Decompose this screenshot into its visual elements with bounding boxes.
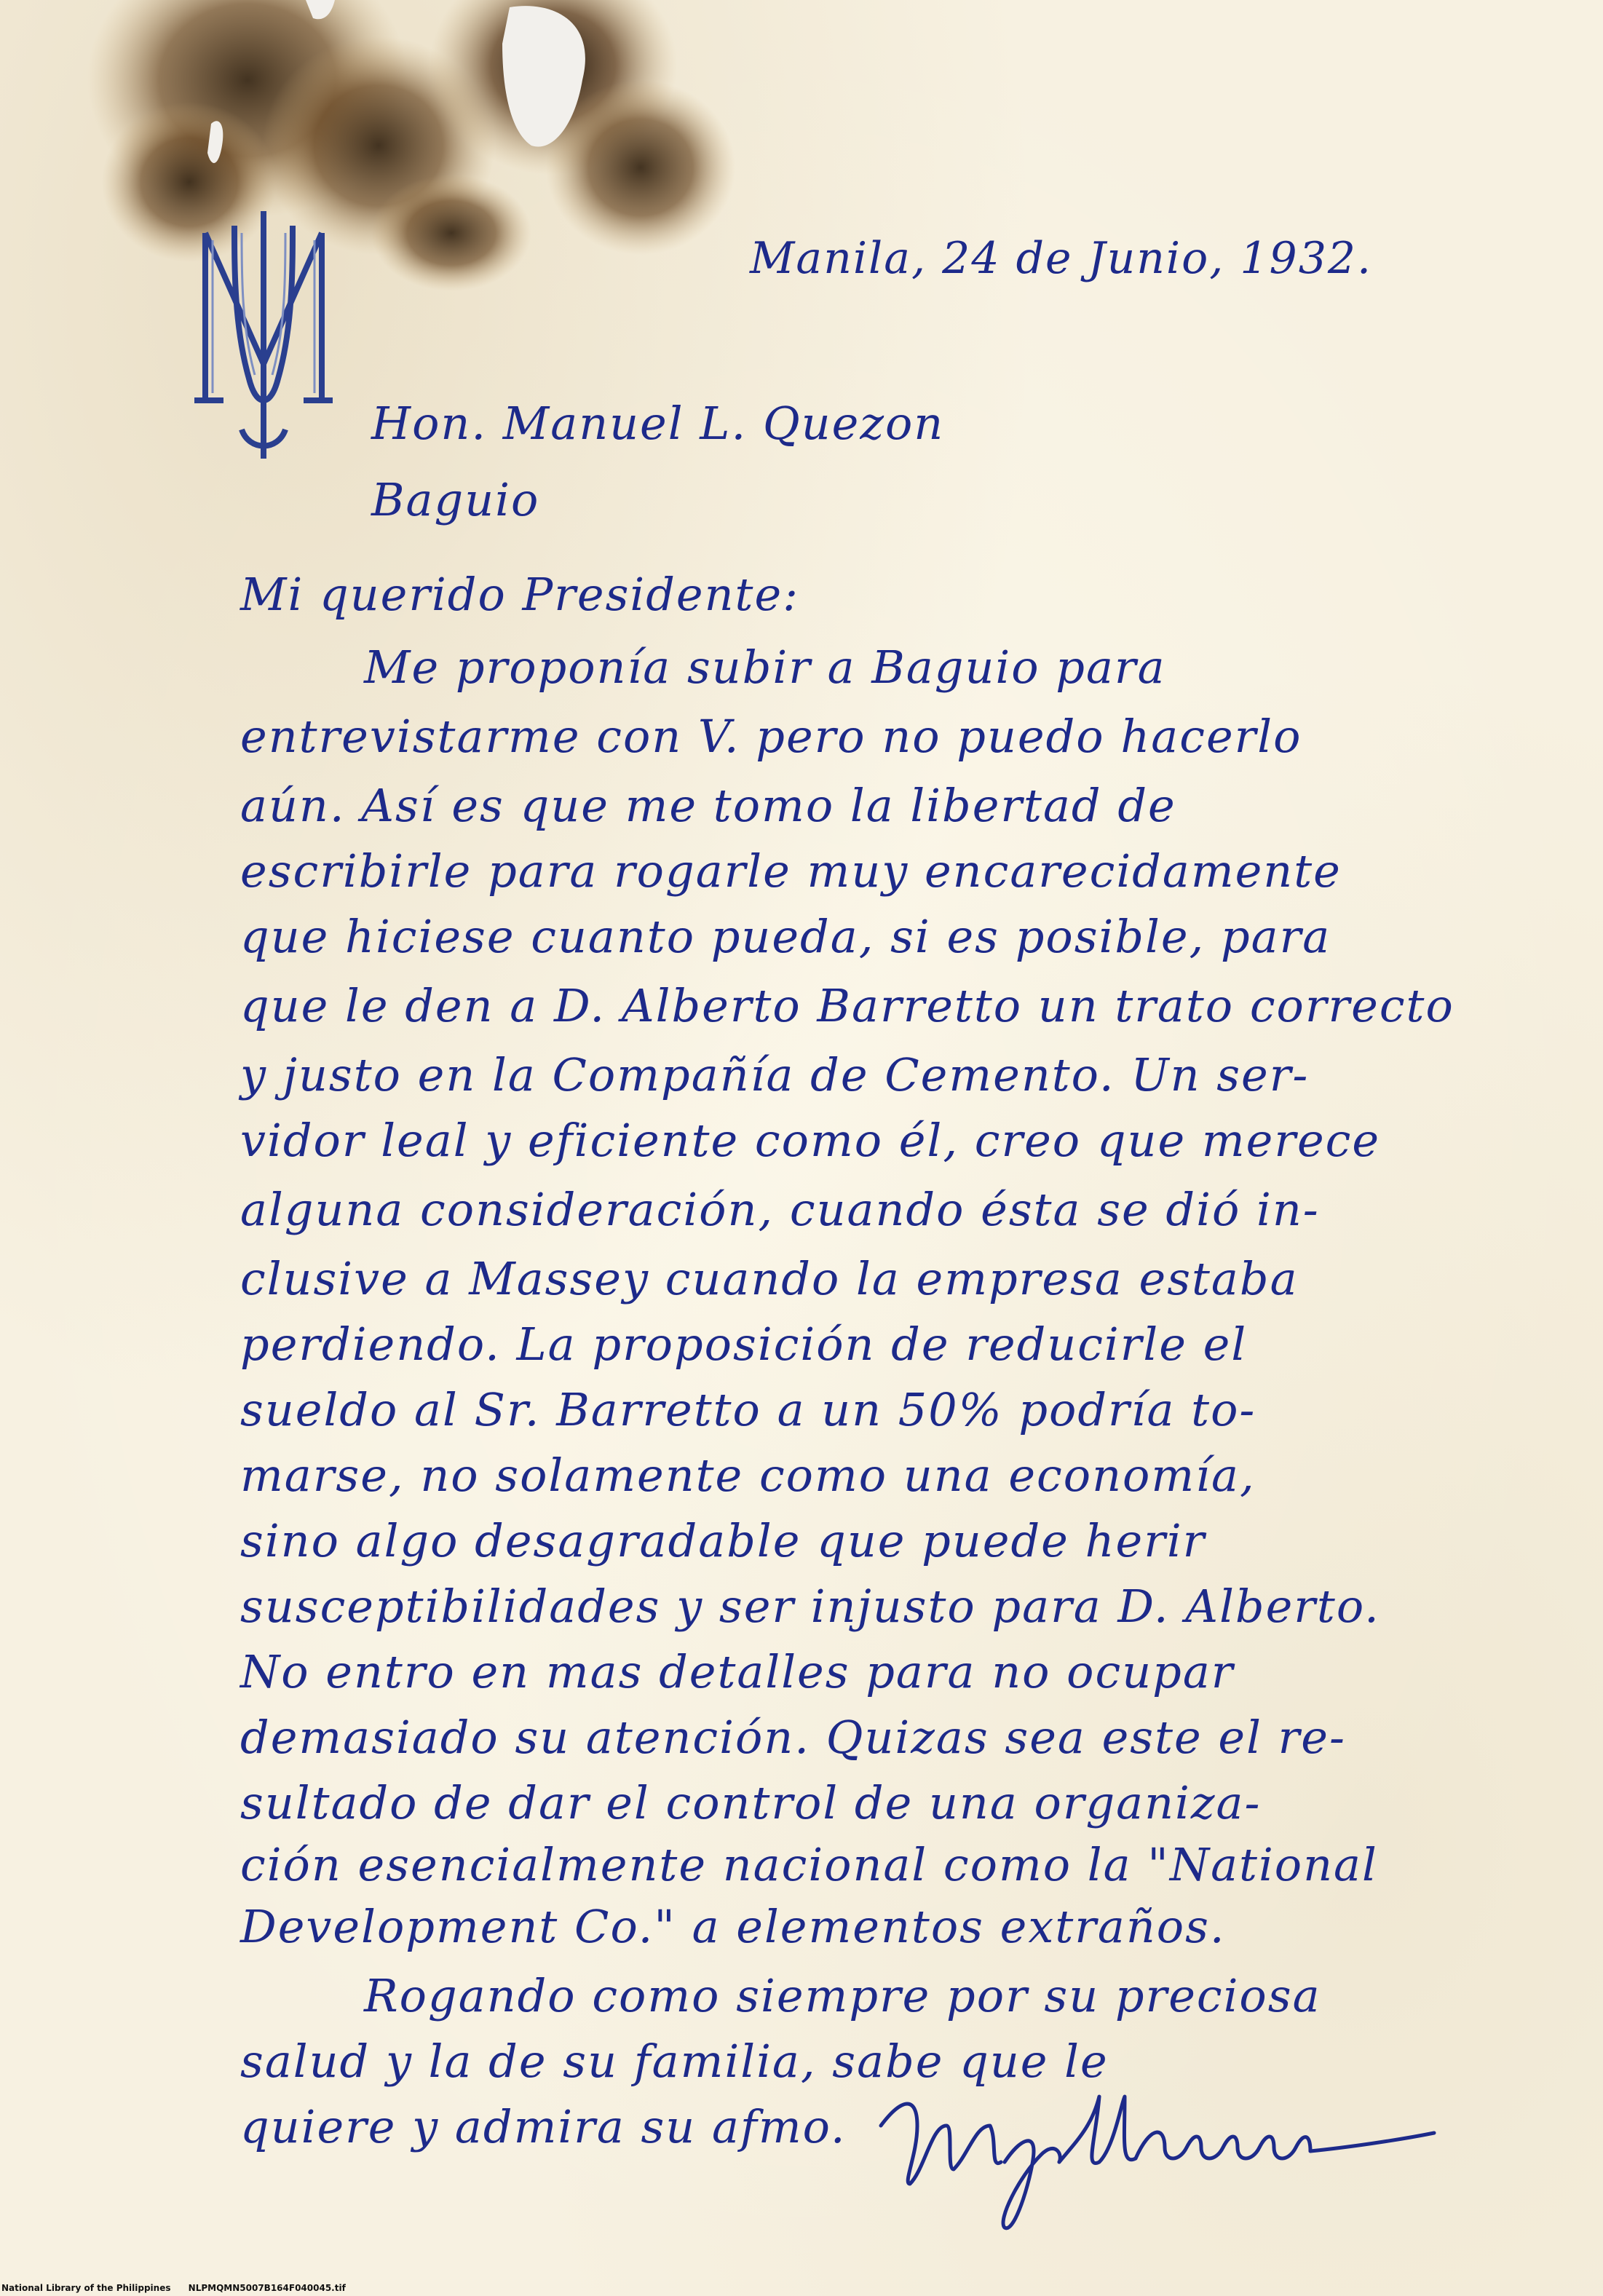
monogram-logo — [191, 211, 336, 466]
body-line: entrevistarme con V. pero no puedo hacerlo — [240, 710, 1302, 763]
footer-institution: National Library of the Philippines — [1, 2283, 171, 2293]
body-line: sino algo desagradable que puede herir — [240, 1514, 1206, 1567]
body-line: Me proponía subir a Baguio para — [364, 641, 1166, 694]
body-line: escribirle para rogarle muy encarecidamente — [240, 844, 1342, 898]
body-line: alguna consideración, cuando ésta se dió in- — [240, 1183, 1320, 1236]
body-line: aún. Así es que me tomo la libertad de — [240, 779, 1176, 832]
archive-footer — [1, 2283, 360, 2293]
body-line: susceptibilidades y ser injusto para D. Alberto. — [240, 1580, 1380, 1633]
body-line: salud y la de su familia, sabe que le — [240, 2035, 1109, 2088]
body-line: sueldo al Sr. Barretto a un 50% podría to- — [240, 1383, 1256, 1436]
body-line: sultado de dar el control de una organiza- — [240, 1776, 1262, 1829]
addressee-place: Baguio — [371, 473, 540, 526]
body-line: demasiado su atención. Quizas sea este el re- — [240, 1711, 1346, 1764]
body-line: vidor leal y eficiente como él, creo que merece — [240, 1114, 1381, 1167]
body-line: y justo en la Compañía de Cemento. Un ser- — [240, 1048, 1310, 1101]
salutation: Mi querido Presidente: — [240, 568, 800, 621]
body-line: No entro en mas detalles para no ocupar — [240, 1645, 1235, 1698]
addressee-name: Hon. Manuel L. Quezon — [371, 397, 945, 450]
body-line: Development Co." a elementos extraños. — [240, 1900, 1226, 1953]
body-line: que le den a D. Alberto Barretto un trato correcto — [240, 979, 1454, 1032]
body-line: perdiendo. La proposición de reducirle el — [240, 1318, 1248, 1371]
body-line: marse, no solamente como una economía, — [240, 1449, 1256, 1502]
body-line: Rogando como siempre por su preciosa — [364, 1969, 1321, 2022]
body-line: ción esencialmente nacional como la "National — [240, 1838, 1378, 1891]
body-line: clusive a Massey cuando la empresa estaba — [240, 1252, 1299, 1305]
body-line: quiere y admira su afmo. — [240, 2100, 847, 2153]
dateline: Manila, 24 de Junio, 1932. — [750, 233, 1373, 284]
footer-file-id: NLPMQMN5007B164F040045.tif — [188, 2283, 346, 2293]
body-line: que hiciese cuanto pueda, si es posible, para — [240, 910, 1331, 963]
signature — [874, 2082, 1441, 2242]
